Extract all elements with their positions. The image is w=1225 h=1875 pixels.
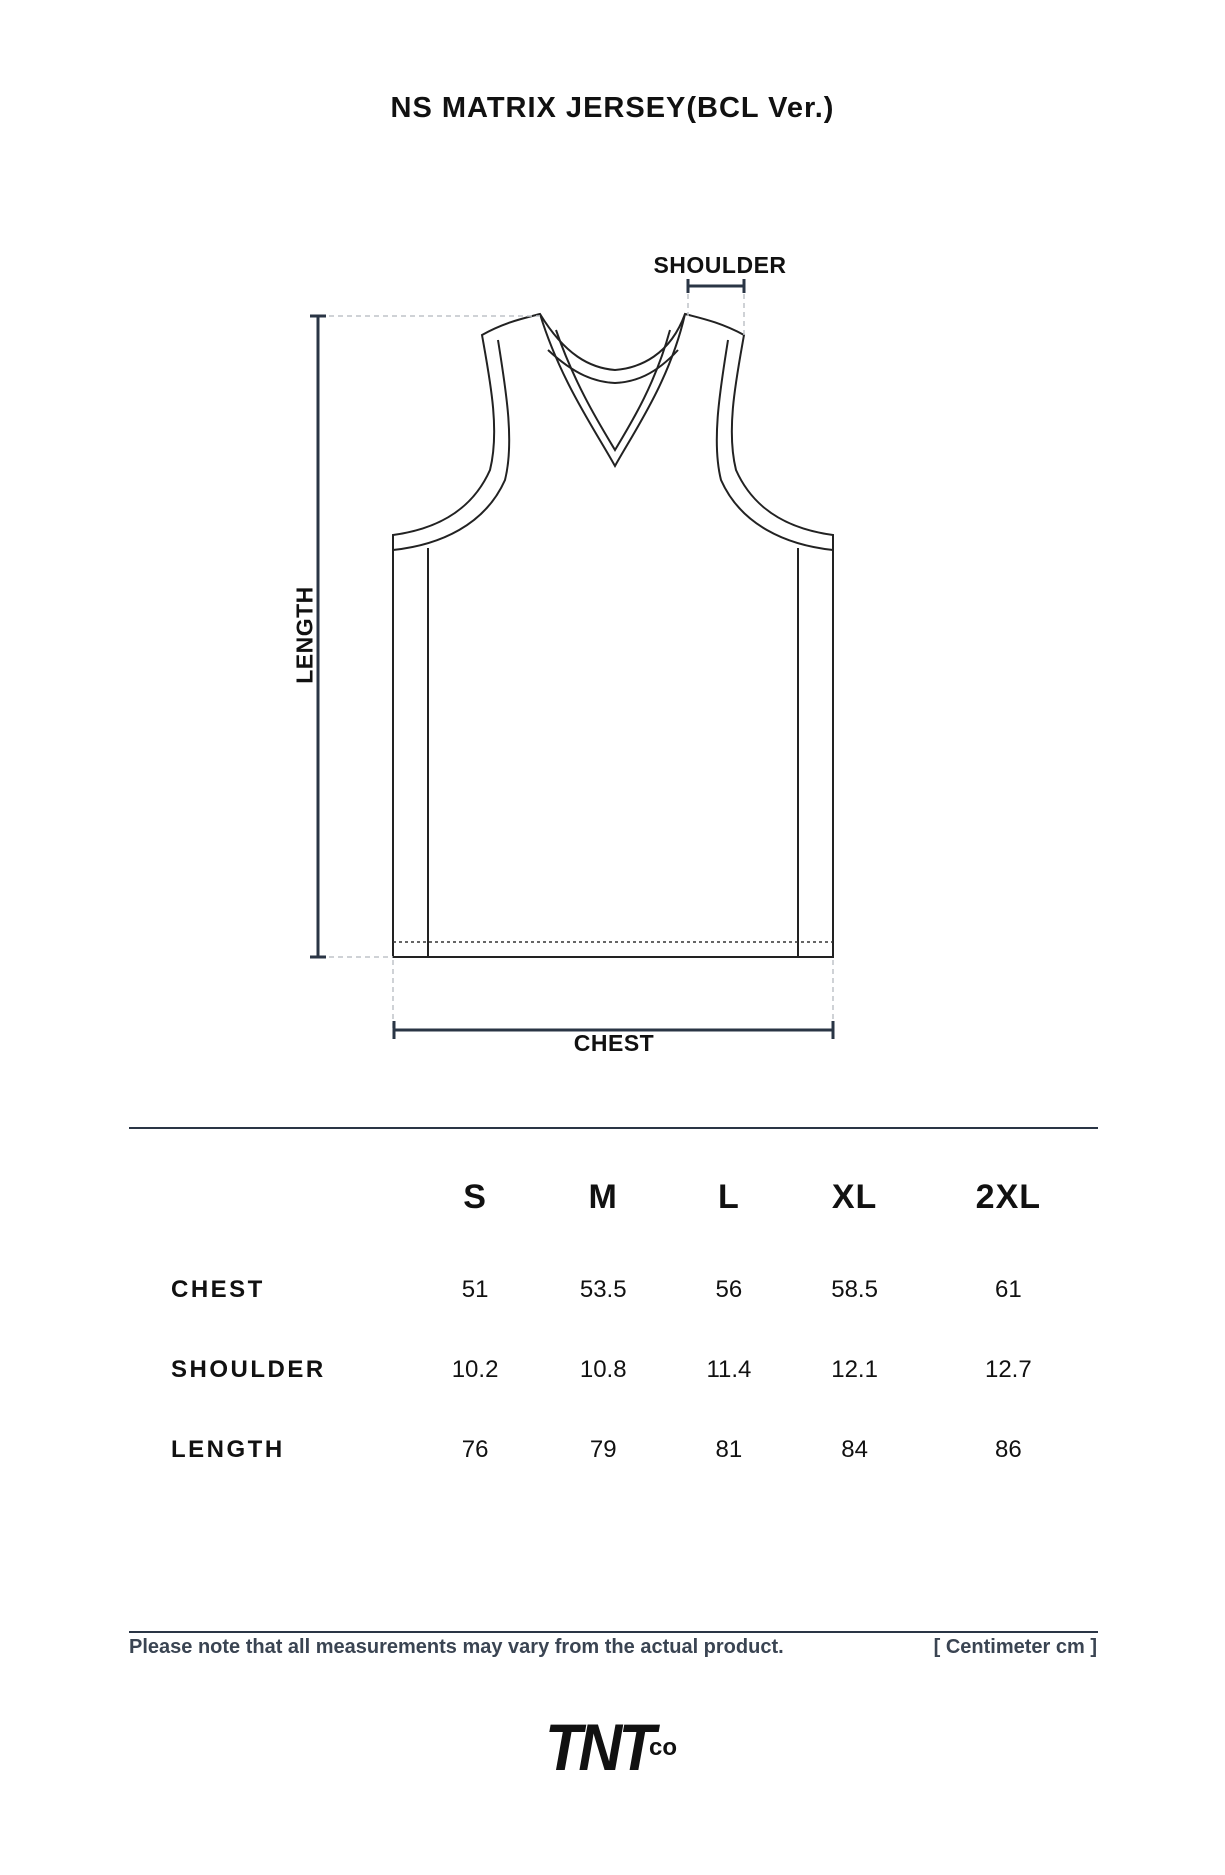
size-table: [129, 1170, 1098, 1490]
left-armhole-binding: [393, 340, 509, 550]
size-header-s: S: [463, 1177, 487, 1216]
table-top-divider: [129, 1127, 1098, 1129]
table-cell: 12.7: [984, 1356, 1032, 1383]
table-cell: 61: [994, 1276, 1022, 1303]
jersey-outline: [393, 314, 833, 957]
row-label-length: LENGTH: [171, 1436, 285, 1463]
size-header-row: [129, 1170, 1098, 1224]
header-spacer: [129, 1170, 411, 1224]
vneck-inner: [556, 330, 670, 450]
brand-logo: [545, 1712, 685, 1782]
table-cell: 76: [461, 1436, 489, 1463]
table-cell: 81: [715, 1436, 743, 1463]
vneck-outer: [540, 314, 685, 466]
table-cell: 53.5: [579, 1276, 627, 1303]
row-label-shoulder: SHOULDER: [171, 1356, 326, 1383]
table-cell: 51: [461, 1276, 489, 1303]
table-cell: 56: [715, 1276, 743, 1303]
logo-suffix: co: [649, 1734, 678, 1761]
table-cell: 86: [994, 1436, 1022, 1463]
table-cell: 11.4: [706, 1356, 752, 1383]
size-header-m: M: [588, 1177, 618, 1216]
measurement-note: Please note that all measurements may vary from the actual product.: [129, 1636, 784, 1658]
footer-divider: [129, 1631, 1098, 1633]
size-header-2xl: 2XL: [975, 1177, 1042, 1216]
table-cell: 12.1: [831, 1356, 878, 1383]
length-label: LENGTH: [291, 586, 318, 684]
row-label-chest: CHEST: [171, 1276, 265, 1303]
table-row: [129, 1224, 1098, 1330]
logo-main: TNT: [545, 1710, 652, 1784]
chest-label: CHEST: [573, 1030, 655, 1056]
table-cell: 10.8: [579, 1356, 627, 1383]
right-armhole-binding: [717, 340, 833, 550]
size-header-l: L: [718, 1177, 740, 1216]
table-cell: 58.5: [831, 1276, 878, 1303]
table-row: [129, 1410, 1098, 1490]
table-row: [129, 1330, 1098, 1410]
table-cell: 84: [841, 1436, 868, 1463]
table-cell: 79: [589, 1436, 617, 1463]
page-title: NS MATRIX JERSEY(BCL Ver.): [390, 92, 835, 124]
unit-label: [ Centimeter cm ]: [933, 1636, 1097, 1658]
size-header-xl: XL: [831, 1177, 878, 1216]
shoulder-label: SHOULDER: [653, 252, 787, 278]
table-cell: 10.2: [451, 1356, 499, 1383]
